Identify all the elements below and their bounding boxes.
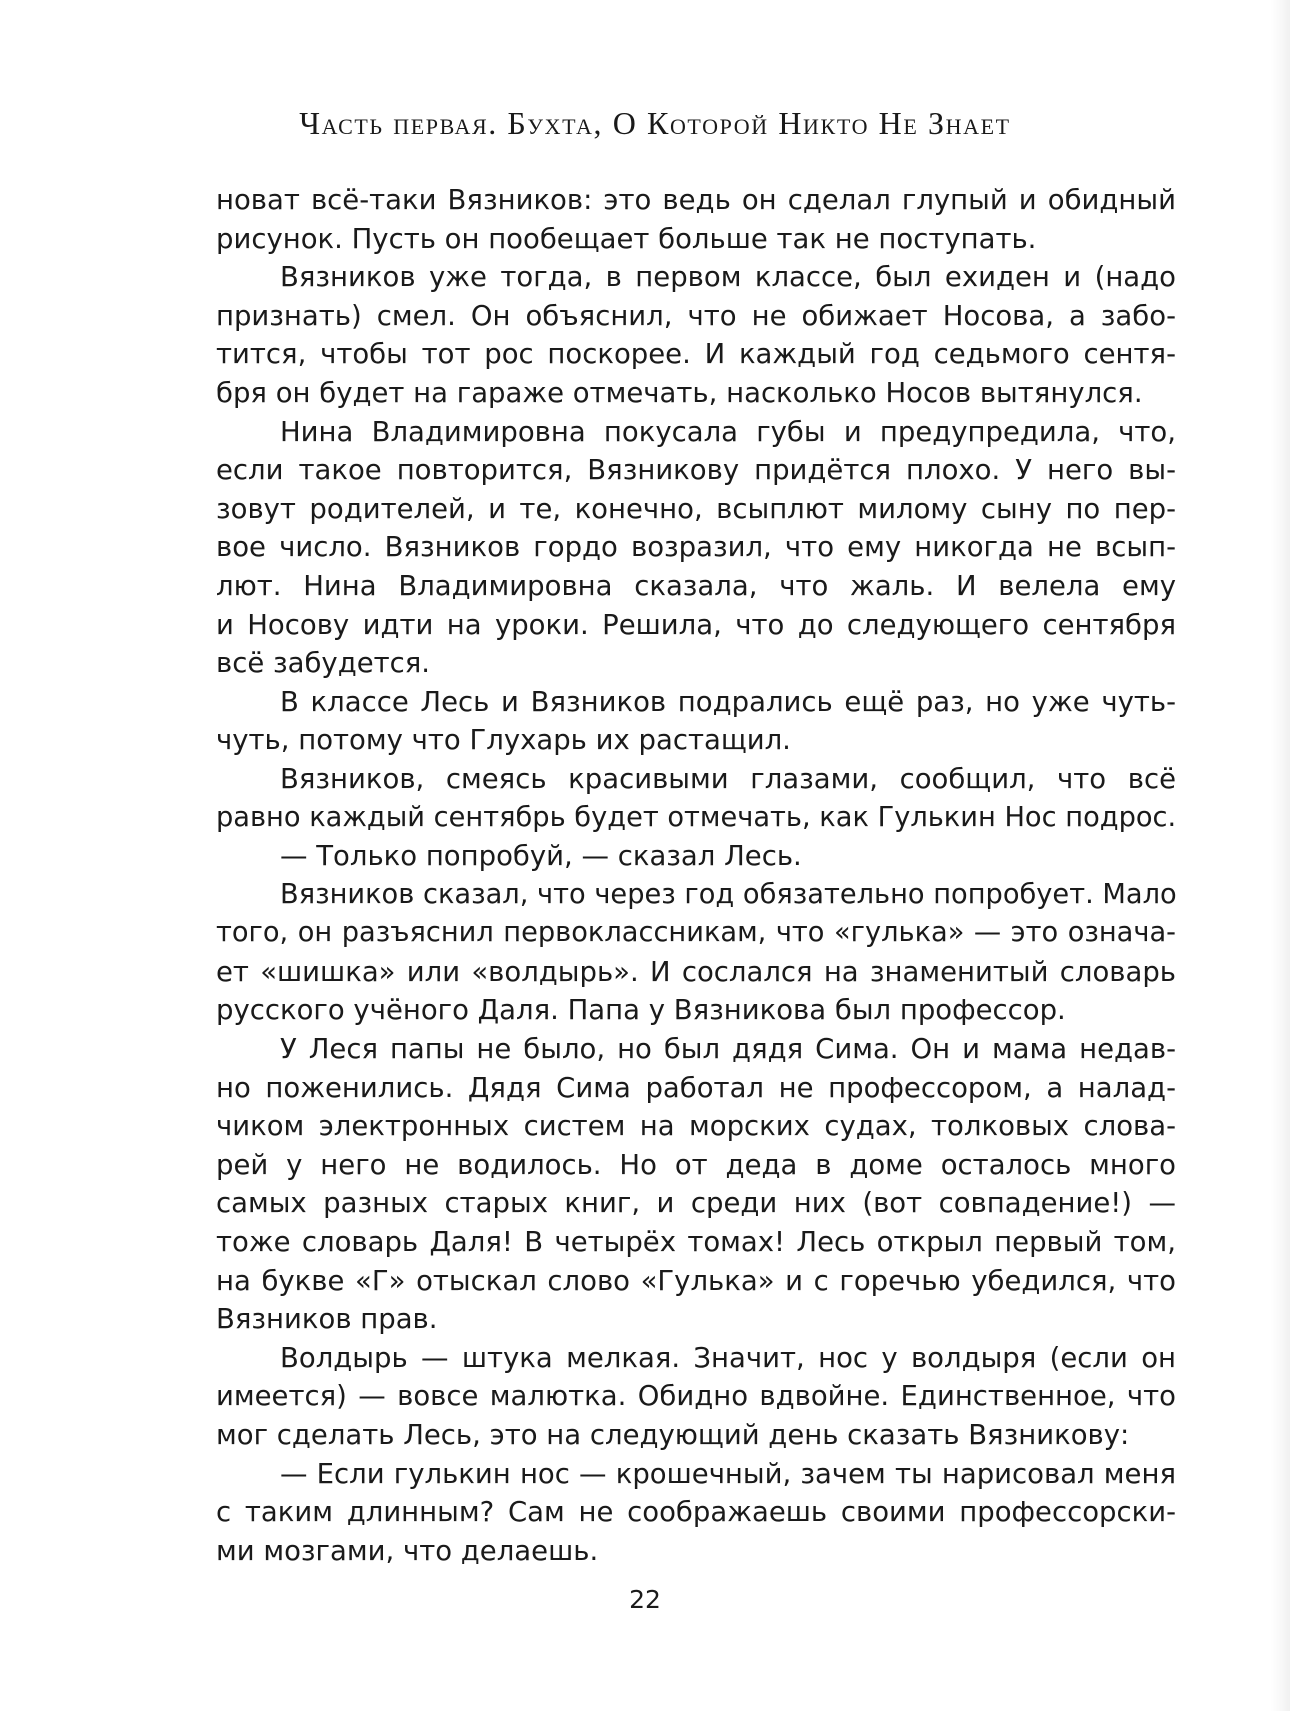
running-head: Часть первая. Бухта, О Которой Никто Не Знает [299, 105, 1011, 141]
text-line: новат всё-таки Вязников: это ведь он сделал глупый и обидный [216, 184, 1176, 216]
text-line: если такое повторится, Вязникову придётся плохо. У него вы- [216, 454, 1176, 487]
text-line: рисунок. Пусть он пообещает больше так не поступать. [216, 222, 1037, 255]
text-line: самых разных старых книг, и среди них (вот совпадение!) — [216, 1187, 1176, 1220]
text-line: имеется) — вовсе малютка. Обидно вдвойне. Единственное, что [216, 1380, 1176, 1413]
text-line: Вязников, смеясь красивыми глазами, сообщил, что всё [280, 762, 1176, 795]
text-line: Волдырь — штука мелкая. Значит, нос у волдыря (если он [280, 1341, 1176, 1374]
body-text [216, 181, 1176, 1570]
text-line: рей у него не водилось. Но от деда в доме осталось много [216, 1148, 1176, 1181]
text-line: Вязников сказал, что через год обязательно попробует. Мало [280, 878, 1177, 910]
text-line: признать) смел. Он объяснил, что не обижает Носова, а забо- [216, 299, 1176, 332]
text-line: но поженились. Дядя Сима работал не профессором, а налад- [216, 1071, 1176, 1104]
text-line: В классе Лесь и Вязников подрались ещё раз, но уже чуть- [280, 685, 1176, 718]
text-line: тоже словарь Даля! В четырёх томах! Лесь открыл первый том, [216, 1226, 1176, 1259]
text-line: лют. Нина Владимировна сказала, что жаль. И велела ему [216, 569, 1176, 602]
text-line: Вязников уже тогда, в первом классе, был ехиден и (надо [280, 261, 1176, 294]
text-line: русского учёного Даля. Папа у Вязникова был профессор. [216, 994, 1066, 1027]
text-line: вое число. Вязников гордо возразил, что ему никогда не всып- [216, 531, 1176, 564]
text-line: всё забудется. [216, 647, 431, 680]
text-line: ми мозгами, что делаешь. [216, 1534, 599, 1567]
page-number: 22 [629, 1585, 661, 1614]
text-line: мог сделать Лесь, это на следующий день сказать Вязникову: [216, 1419, 1130, 1451]
page-edge-shadow [1270, 0, 1290, 1711]
text-line: с таким длинным? Сам не соображаешь своими профессорски- [216, 1496, 1176, 1529]
text-line: У Леся папы не было, но был дядя Сима. Он и мама недав- [280, 1033, 1176, 1066]
text-line: чуть, потому что Глухарь их растащил. [216, 724, 791, 757]
text-line: на букве «Г» отыскал слово «Гулька» и с горечью убедился, что [216, 1264, 1176, 1297]
text-line: чиком электронных систем на морских судах, толковых слова- [216, 1110, 1176, 1143]
text-line: и Носову идти на уроки. Решила, что до следующего сентября [216, 608, 1176, 641]
text-line: Нина Владимировна покусала губы и предупредила, что, [280, 415, 1176, 448]
text-line: бря он будет на гараже отмечать, насколько Носов вытянулся. [216, 376, 1143, 409]
text-line: равно каждый сентябрь будет отмечать, как Гулькин Нос подрос. [216, 801, 1177, 833]
text-line: — Если гулькин нос — крошечный, зачем ты нарисовал меня [280, 1457, 1176, 1490]
text-line: — Только попробуй, — сказал Лесь. [280, 840, 802, 873]
text-line: Вязников прав. [216, 1303, 438, 1336]
text-line: зовут родителей, и те, конечно, всыплют милому сыну по пер- [216, 492, 1176, 525]
text-line: того, он разъяснил первоклассникам, что «гулька» — это означа- [216, 917, 1176, 949]
text-line: тится, чтобы тот рос поскорее. И каждый год седьмого сентя- [216, 338, 1176, 371]
text-line: ет «шишка» или «волдырь». И сослался на знаменитый словарь [216, 955, 1176, 988]
